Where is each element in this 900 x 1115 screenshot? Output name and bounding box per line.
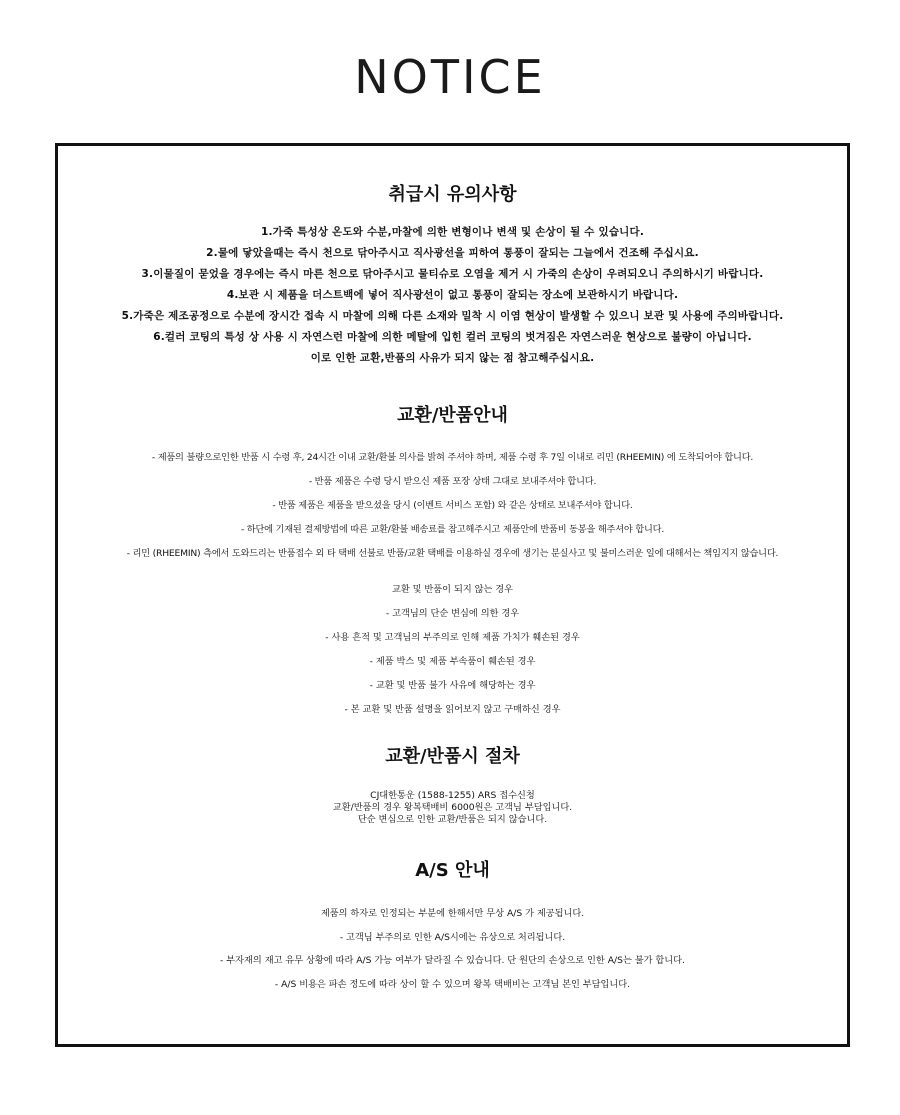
not-allowed-line: - 제품 박스 및 제품 부속품이 훼손된 경우 xyxy=(369,656,536,667)
procedure-list xyxy=(58,790,847,826)
as-line: - 부자재의 재고 유무 상황에 따라 A/S 가능 여부가 달라질 수 있습니다. 단 원단의 손상으로 인한 A/S는 불가 합니다. xyxy=(220,955,685,966)
care-list xyxy=(58,222,847,369)
care-line: 6.컬러 코팅의 특성 상 사용 시 자연스런 마찰에 의한 메탈에 입힌 컬러 코팅의 벗겨짐은 자연스러운 현상으로 불량이 아닙니다. xyxy=(153,331,752,343)
procedure-line: 교환/반품의 경우 왕복택배비 6000원은 고객님 부담입니다. xyxy=(332,802,573,813)
returns-line: - 반품 제품은 수령 당시 받으신 제품 포장 상태 그대로 보내주셔야 합니다. xyxy=(308,476,597,487)
as-list xyxy=(58,902,847,996)
page-title: NOTICE xyxy=(354,50,546,104)
notice-frame xyxy=(55,143,850,1047)
not-allowed-list xyxy=(58,578,847,722)
care-line: 5.가죽은 제조공정으로 수분에 장시간 접속 시 마찰에 의해 다른 소재와 밀착 시 이염 현상이 발생할 수 있으니 보관 및 사용에 주의바랍니다. xyxy=(121,310,784,322)
returns-line: - 하단에 기재된 결제방법에 따른 교환/환불 배송료를 참고해주시고 제품안에 반품비 동봉을 해주셔야 합니다. xyxy=(240,524,665,535)
not-allowed-line: - 사용 흔적 및 고객님의 부주의로 인해 제품 가치가 훼손된 경우 xyxy=(325,632,580,643)
as-line: 제품의 하자로 인정되는 부분에 한해서만 무상 A/S 가 제공됩니다. xyxy=(320,908,585,919)
care-line: 3.이물질이 묻었을 경우에는 즉시 마른 천으로 닦아주시고 물티슈로 오염을 제거 시 가죽의 손상이 우려되오니 주의하시기 바랍니다. xyxy=(141,268,764,280)
not-allowed-line: - 고객님의 단순 변심에 의한 경우 xyxy=(385,608,520,619)
care-line: 4.보관 시 제품을 더스트백에 넣어 직사광선이 없고 통풍이 잘되는 장소에 보관하시기 바랍니다. xyxy=(226,289,679,301)
care-heading: 취급시 유의사항 xyxy=(388,184,517,205)
procedure-heading: 교환/반품시 절차 xyxy=(385,746,520,767)
care-line: 이로 인한 교환,반품의 사유가 되지 않는 점 참고해주십시요. xyxy=(310,352,595,364)
as-line: - 고객님 부주의로 인한 A/S시에는 유상으로 처리됩니다. xyxy=(339,931,566,943)
as-line: - A/S 비용은 파손 정도에 따라 상이 할 수 있으며 왕복 택배비는 고객님 본인 부담입니다. xyxy=(274,978,631,990)
procedure-line: 단순 변심으로 인한 교환/반품은 되지 않습니다. xyxy=(357,814,548,825)
not-allowed-line: - 본 교환 및 반품 설명을 읽어보지 않고 구매하신 경우 xyxy=(344,704,561,715)
as-heading: A/S 안내 xyxy=(415,860,490,881)
returns-line: - 리민 (RHEEMIN) 측에서 도와드리는 반품접수 외 타 택배 선불로 반품/교환 택배를 이용하실 경우에 생기는 분실사고 및 불미스러운 일에 대해서는 책임지지 않습니다. xyxy=(126,548,779,559)
returns-line: - 반품 제품은 제품을 받으셨을 당시 (이벤트 서비스 포함) 와 같은 상태로 보내주셔야 합니다. xyxy=(272,500,633,511)
not-allowed-line: - 교환 및 반품 불가 사유에 해당하는 경우 xyxy=(369,680,536,691)
procedure-line: CJ대한통운 (1588-1255) ARS 접수신청 xyxy=(370,790,535,801)
returns-line: - 제품의 불량으로인한 반품 시 수령 후, 24시간 이내 교환/환불 의사를 밝혀 주셔야 하며, 제품 수령 후 7일 이내로 리민 (RHEEMIN) 에 도착되어야 합니다. xyxy=(151,452,754,463)
care-line: 2.물에 닿았을때는 즉시 천으로 닦아주시고 직사광선을 피하여 통풍이 잘되는 그늘에서 건조해 주십시요. xyxy=(206,247,699,259)
returns-heading: 교환/반품안내 xyxy=(397,405,508,426)
not-allowed-line: 교환 및 반품이 되지 않는 경우 xyxy=(391,584,514,595)
care-line: 1.가죽 특성상 온도와 수분,마찰에 의한 변형이나 변색 및 손상이 될 수 있습니다. xyxy=(260,226,645,238)
returns-list xyxy=(58,446,847,566)
